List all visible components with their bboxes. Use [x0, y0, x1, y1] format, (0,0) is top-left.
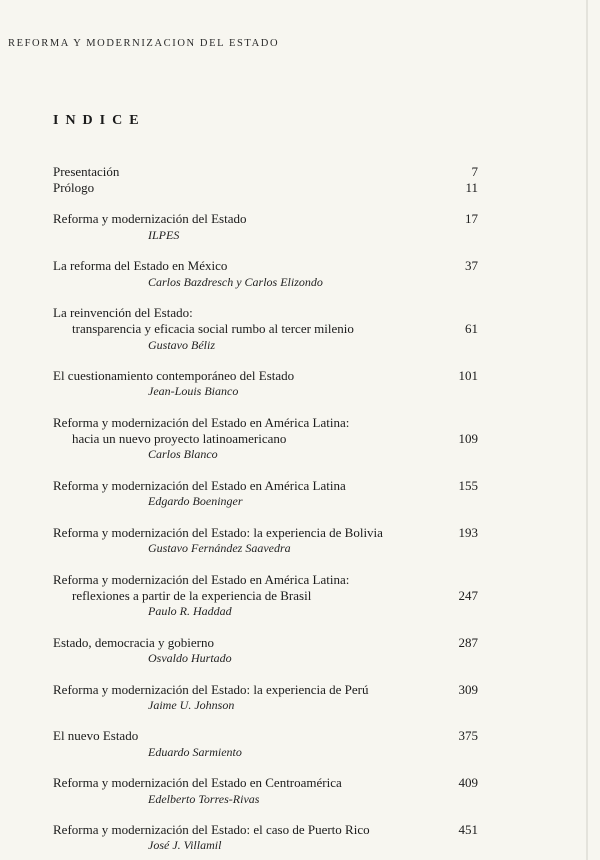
toc-entry-author: Gustavo Fernández Saavedra: [148, 541, 291, 555]
toc-entry-title: Reforma y modernización del Estado en América Latina: [53, 478, 346, 493]
toc-entry-author: José J. Villamil: [148, 838, 222, 852]
toc-entry-author: Paulo R. Haddad: [148, 604, 232, 618]
toc-entry-subtitle: reflexiones a partir de la experiencia de Brasil: [72, 588, 312, 603]
toc-entry-subtitle: hacia un nuevo proyecto latinoamericano: [72, 431, 287, 446]
toc-entry-page: 309: [458, 682, 478, 697]
toc-entry-title: Prólogo: [53, 180, 95, 195]
toc-entry-title: La reinvención del Estado:: [53, 305, 193, 320]
toc-entry-page: 61: [465, 321, 478, 336]
toc-entry-title: Reforma y modernización del Estado en América Latina:: [53, 572, 350, 587]
toc-entry-title: Reforma y modernización del Estado: [53, 211, 247, 226]
toc-entry-subtitle: transparencia y eficacia social rumbo al tercer milenio: [72, 321, 354, 336]
index-title: INDICE: [53, 113, 146, 128]
toc-entry-page: 109: [458, 431, 478, 446]
toc-entry-title: Estado, democracia y gobierno: [53, 635, 214, 650]
toc-entry-author: Osvaldo Hurtado: [148, 651, 232, 665]
toc-entry-title: Reforma y modernización del Estado: la experiencia de Bolivia: [53, 525, 383, 540]
toc-entry-author: Jaime U. Johnson: [148, 698, 235, 712]
running-header: REFORMA Y MODERNIZACION DEL ESTADO: [8, 38, 280, 49]
toc-entry-title: La reforma del Estado en México: [53, 258, 228, 273]
toc-entry-author: Edelberto Torres-Rivas: [148, 792, 260, 806]
toc-entry-author: Carlos Blanco: [148, 447, 218, 461]
toc-entry-page: 409: [458, 775, 478, 790]
toc-entry-page: 17: [465, 211, 478, 226]
toc-entry-title: El cuestionamiento contemporáneo del Estado: [53, 368, 295, 383]
toc-entry-title: Reforma y modernización del Estado: la experiencia de Perú: [53, 682, 369, 697]
toc-entry-page: 247: [458, 588, 478, 603]
page-edge: [586, 0, 588, 860]
toc-entry-title: Reforma y modernización del Estado: el caso de Puerto Rico: [53, 822, 370, 837]
toc-entry-author: Jean-Louis Bianco: [148, 384, 239, 398]
toc-entry-author: Carlos Bazdresch y Carlos Elizondo: [148, 275, 323, 289]
toc-entry-author: Edgardo Boeninger: [148, 494, 243, 508]
toc-entry-page: 155: [458, 478, 478, 493]
toc-entry-page: 11: [465, 180, 478, 195]
toc-entry-page: 451: [458, 822, 478, 837]
toc-entry-author: Eduardo Sarmiento: [148, 745, 242, 759]
toc-entry-author: Gustavo Béliz: [148, 338, 215, 352]
toc-entry-page: 287: [458, 635, 478, 650]
toc-entry-page: 193: [458, 525, 478, 540]
toc-entry-page: 101: [458, 368, 478, 383]
toc-entry-title: El nuevo Estado: [53, 728, 139, 743]
toc-entry-page: 375: [458, 728, 478, 743]
toc-entry-title: Reforma y modernización del Estado en Centroamérica: [53, 775, 342, 790]
toc-entry-title: Presentación: [53, 164, 120, 179]
toc-entry-title: Reforma y modernización del Estado en América Latina:: [53, 415, 350, 430]
toc-entry-page: 37: [465, 258, 478, 273]
toc-entry-author: ILPES: [148, 228, 180, 242]
toc-entry-page: 7: [471, 164, 478, 179]
